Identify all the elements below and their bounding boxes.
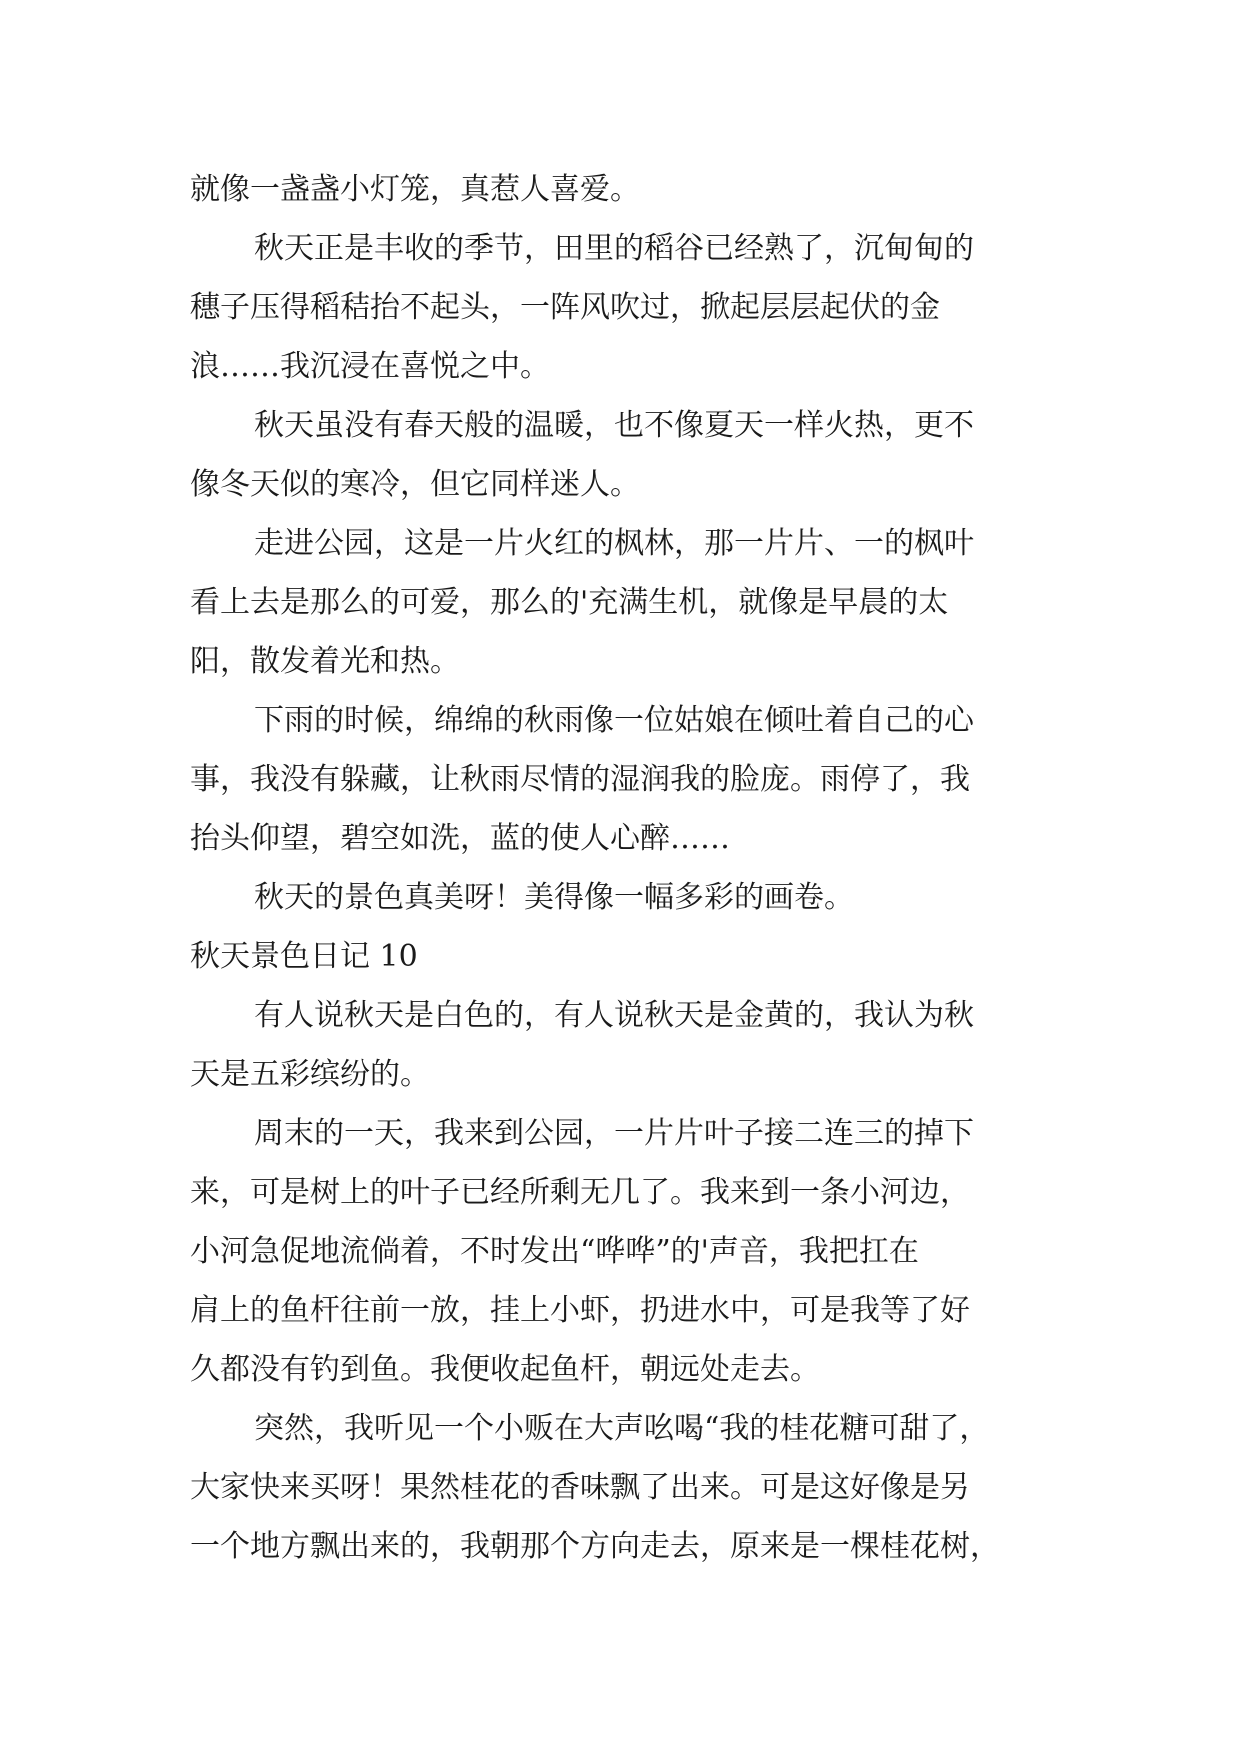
text-line: 就像一盏盏小灯笼，真惹人喜爱。 — [190, 172, 640, 207]
text-line: 像冬天似的寒冷，但它同样迷人。 — [190, 467, 640, 502]
text-line: 阳，散发着光和热。 — [190, 644, 460, 679]
text-line: 秋天正是丰收的季节，田里的稻谷已经熟了，沉甸甸的 — [254, 231, 974, 266]
text-line: 看上去是那么的可爱，那么的'充满生机，就像是早晨的太 — [190, 585, 949, 620]
text-line: 小河急促地流倘着，不时发出“哗哗”的'声音，我把扛在 — [190, 1234, 919, 1269]
text-line: 久都没有钓到鱼。我便收起鱼杆，朝远处走去。 — [190, 1352, 820, 1387]
text-line: 肩上的鱼杆往前一放，挂上小虾，扔进水中，可是我等了好 — [190, 1293, 970, 1328]
text-line: 有人说秋天是白色的，有人说秋天是金黄的，我认为秋 — [254, 998, 974, 1033]
text-line: 浪……我沉浸在喜悦之中。 — [190, 349, 550, 384]
text-line: 下雨的时候，绵绵的秋雨像一位姑娘在倾吐着自己的心 — [254, 703, 974, 738]
text-line: 大家快来买呀！果然桂花的香味飘了出来。可是这好像是另 — [190, 1470, 970, 1505]
text-line: 来，可是树上的叶子已经所剩无几了。我来到一条小河边， — [190, 1175, 970, 1210]
text-line: 周末的一天，我来到公园，一片片叶子接二连三的掉下 — [254, 1116, 974, 1151]
text-line: 抬头仰望，碧空如洗，蓝的使人心醉…… — [190, 821, 730, 856]
text-line: 事，我没有躲藏，让秋雨尽情的湿润我的脸庞。雨停了，我 — [190, 762, 970, 797]
text-line: 秋天虽没有春天般的温暖，也不像夏天一样火热，更不 — [254, 408, 974, 443]
text-line: 一个地方飘出来的，我朝那个方向走去，原来是一棵桂花树， — [190, 1529, 1000, 1564]
text-line: 突然，我听见一个小贩在大声吆喝“我的桂花糖可甜了， — [254, 1411, 990, 1446]
document-body — [190, 160, 1056, 1576]
text-line: 秋天的景色真美呀！美得像一幅多彩的画卷。 — [254, 880, 854, 915]
section-heading: 秋天景色日记 10 — [190, 939, 418, 974]
text-line: 穗子压得稻秸抬不起头，一阵风吹过，掀起层层起伏的金 — [190, 290, 940, 325]
text-line: 天是五彩缤纷的。 — [190, 1057, 430, 1092]
text-line: 走进公园，这是一片火红的枫林，那一片片、一的枫叶 — [254, 526, 974, 561]
